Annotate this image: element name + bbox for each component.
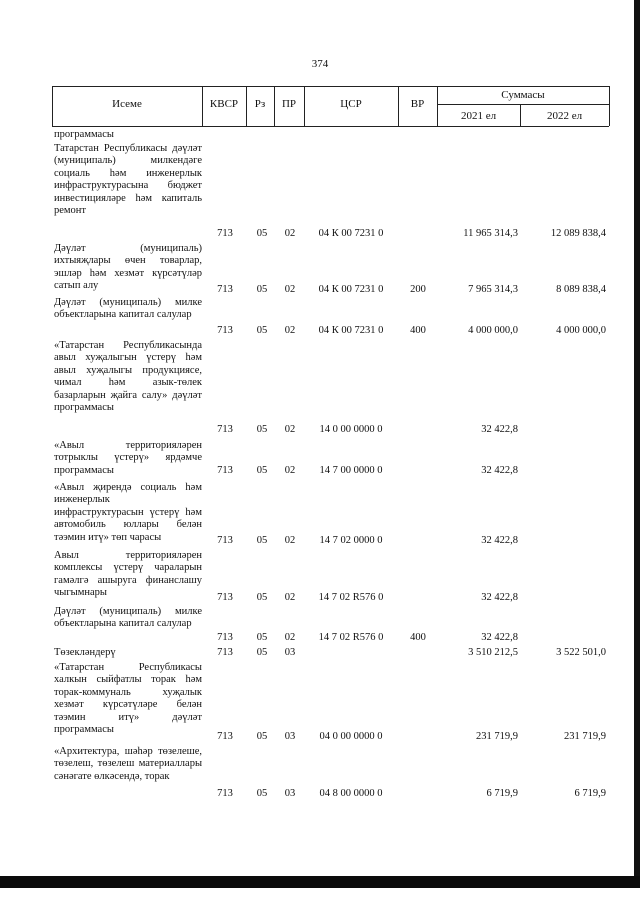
cell-kvsr: 713 xyxy=(217,592,233,603)
cell-csr: 14 7 00 0000 0 xyxy=(319,465,383,476)
header-bottom-border xyxy=(52,126,609,127)
cell-csr: 04 К 00 7231 0 xyxy=(318,325,384,336)
cell-pr: 02 xyxy=(284,284,296,295)
row-name: Дәүләт (муниципаль) милке объектларына капитал салулар xyxy=(54,297,202,321)
header-kvsr: КВСР xyxy=(209,98,239,110)
cell-sum-2022: 12 089 838,4 xyxy=(550,228,606,239)
cell-sum-2022: 231 719,9 xyxy=(564,731,606,742)
cell-kvsr: 713 xyxy=(217,465,233,476)
cell-pr: 02 xyxy=(284,325,296,336)
cell-pr: 02 xyxy=(284,535,296,546)
cell-pr: 02 xyxy=(284,592,296,603)
row-name: программасы xyxy=(54,129,114,140)
cell-sum-2021: 3 510 212,5 xyxy=(468,647,518,658)
header-2022: 2022 ел xyxy=(546,110,583,122)
cell-kvsr: 713 xyxy=(217,325,233,336)
row-name: «Татарстан Республикасында авыл хуҗалыгын үстерү һәм авыл хуҗалыгы продукциясе, чимал һәм азык-төлек базарларын җайга салу» дәүләт программасы xyxy=(54,340,202,414)
cell-pr: 02 xyxy=(284,465,296,476)
cell-kvsr: 713 xyxy=(217,424,233,435)
table-top-border xyxy=(52,86,609,87)
cell-sum-2021: 32 422,8 xyxy=(481,632,518,643)
cell-csr: 04 0 00 0000 0 xyxy=(319,731,383,742)
cell-sum-2021: 11 965 314,3 xyxy=(463,228,518,239)
cell-kvsr: 713 xyxy=(217,535,233,546)
header-sums: Суммасы xyxy=(501,89,545,101)
cell-rz: 05 xyxy=(256,465,268,476)
cell-pr: 03 xyxy=(284,731,296,742)
cell-csr: 14 7 02 R576 0 xyxy=(318,592,384,603)
sums-divider xyxy=(437,104,609,105)
header-2021: 2021 ел xyxy=(460,110,497,122)
row-name: Татарстан Республикасы дәүләт (муниципаль) милкендәге социаль һәм инженерлык инфраструктурасына бюджет инвестицияләре һәм капиталь ремонт xyxy=(54,143,202,217)
row-name: Төзекләндерү xyxy=(54,647,116,658)
cell-kvsr: 713 xyxy=(217,788,233,799)
page-number: 374 xyxy=(311,58,329,70)
row-name: «Авыл җирендә социаль һәм инженерлык инфраструктурасын үстерү һәм автомобиль юллары белән тәэмин итү» төп чарасы xyxy=(54,482,202,543)
header-vr: ВР xyxy=(410,98,425,110)
cell-sum-2021: 6 719,9 xyxy=(486,788,518,799)
header-pr: ПР xyxy=(281,98,297,110)
cell-sum-2022: 6 719,9 xyxy=(574,788,606,799)
cell-sum-2021: 32 422,8 xyxy=(481,465,518,476)
cell-rz: 05 xyxy=(256,284,268,295)
cell-sum-2021: 4 000 000,0 xyxy=(468,325,518,336)
cell-rz: 05 xyxy=(256,788,268,799)
cell-csr: 04 К 00 7231 0 xyxy=(318,228,384,239)
cell-rz: 05 xyxy=(256,647,268,658)
cell-sum-2022: 8 089 838,4 xyxy=(556,284,606,295)
cell-pr: 02 xyxy=(284,228,296,239)
cell-pr: 02 xyxy=(284,424,296,435)
cell-rz: 05 xyxy=(256,424,268,435)
cell-kvsr: 713 xyxy=(217,731,233,742)
header-rz: Рз xyxy=(254,98,266,110)
row-name: Дәүләт (муниципаль) ихтыяҗлары өчен товарлар, эшләр һәм хезмәт күрсәтүләр сатып алу xyxy=(54,243,202,292)
cell-sum-2022: 4 000 000,0 xyxy=(556,325,606,336)
cell-csr: 14 0 00 0000 0 xyxy=(319,424,383,435)
row-name: «Татарстан Республикасы халкын сыйфатлы торак һәм торак-коммуналь хуҗалык хезмәт күрсәтүләре белән тәэмин итү» дәүләт программасы xyxy=(54,662,202,736)
cell-sum-2021: 32 422,8 xyxy=(481,535,518,546)
cell-rz: 05 xyxy=(256,592,268,603)
row-name: «Архитектура, шәһәр төзелеше, төзелеш, төзелеш материаллары сәнәгате өлкәсендә, торак xyxy=(54,746,202,782)
cell-pr: 02 xyxy=(284,632,296,643)
cell-csr: 14 7 02 0000 0 xyxy=(319,535,383,546)
cell-rz: 05 xyxy=(256,228,268,239)
cell-vr: 400 xyxy=(410,325,426,336)
cell-sum-2021: 32 422,8 xyxy=(481,592,518,603)
cell-rz: 05 xyxy=(256,535,268,546)
cell-rz: 05 xyxy=(256,731,268,742)
cell-sum-2021: 231 719,9 xyxy=(476,731,518,742)
cell-csr: 04 К 00 7231 0 xyxy=(318,284,384,295)
header-name: Исеме xyxy=(112,98,142,110)
cell-pr: 03 xyxy=(284,788,296,799)
cell-rz: 05 xyxy=(256,632,268,643)
cell-kvsr: 713 xyxy=(217,228,233,239)
cell-kvsr: 713 xyxy=(217,284,233,295)
scan-edge xyxy=(634,0,640,876)
row-name: Дәүләт (муниципаль) милке объектларына капитал салулар xyxy=(54,606,202,630)
cell-vr: 400 xyxy=(410,632,426,643)
header-csr: ЦСР xyxy=(340,98,362,110)
cell-sum-2022: 3 522 501,0 xyxy=(556,647,606,658)
cell-pr: 03 xyxy=(284,647,296,658)
scan-bottom-bar xyxy=(0,876,640,888)
row-name: «Авыл территорияләрен тотрыклы үстерү» ярдәмче программасы xyxy=(54,440,202,476)
cell-kvsr: 713 xyxy=(217,647,233,658)
cell-rz: 05 xyxy=(256,325,268,336)
cell-vr: 200 xyxy=(410,284,426,295)
cell-csr: 04 8 00 0000 0 xyxy=(319,788,383,799)
cell-sum-2021: 7 965 314,3 xyxy=(468,284,518,295)
cell-csr: 14 7 02 R576 0 xyxy=(318,632,384,643)
cell-kvsr: 713 xyxy=(217,632,233,643)
row-name: Авыл территорияләрен комплексы үстерү чараларын гамәлгә ашыруга финанслашу чыгымнары xyxy=(54,550,202,599)
cell-sum-2021: 32 422,8 xyxy=(481,424,518,435)
col-border xyxy=(609,86,610,126)
